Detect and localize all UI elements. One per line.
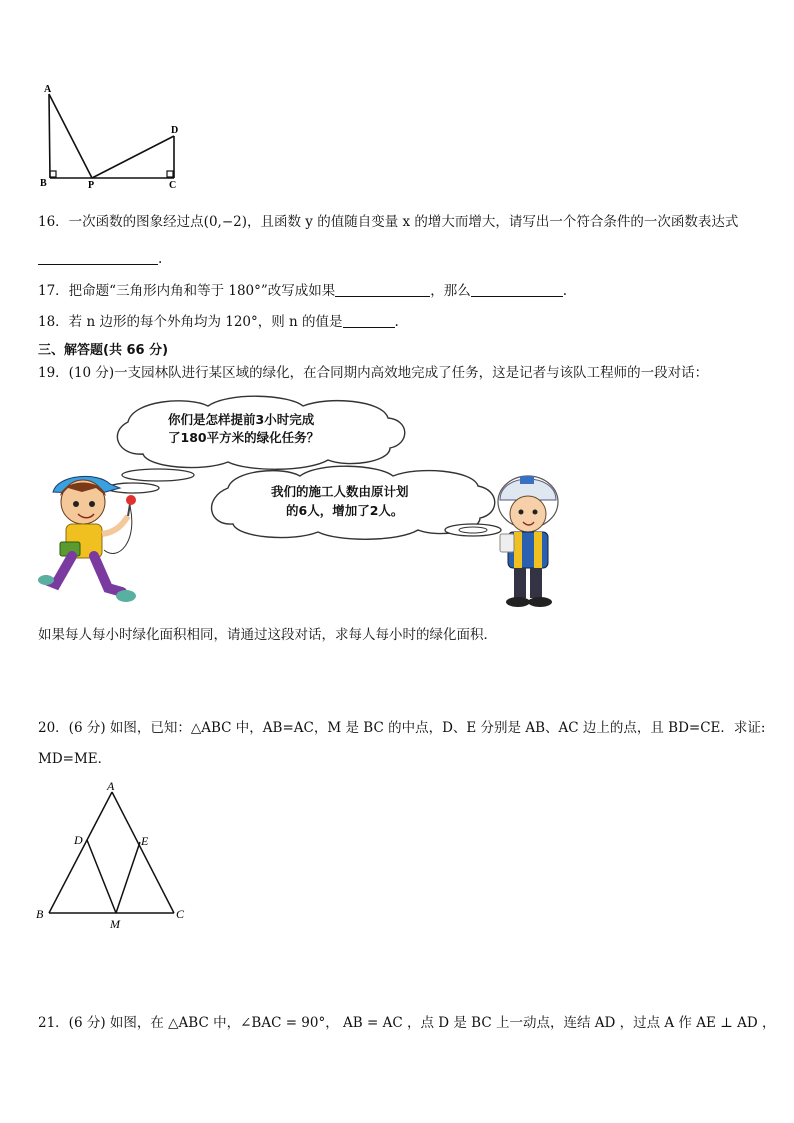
question-16-answer-line xyxy=(38,250,162,268)
question-19 xyxy=(38,364,708,382)
section-title: 三、解答题(共 66 分) xyxy=(38,343,169,358)
figure-triangles-abpcd xyxy=(30,80,200,195)
label-d: D xyxy=(171,125,179,136)
answer-blank-17a[interactable] xyxy=(335,282,430,297)
question-20-line1 xyxy=(38,719,765,737)
question-19-prompt xyxy=(38,626,497,644)
question-18-part2: . xyxy=(394,314,399,330)
bubble2-line2: 的6人，增加了2人。 xyxy=(286,503,404,518)
bubble2-line1: 我们的施工人数由原计划 xyxy=(271,484,409,499)
engineer-illustration xyxy=(498,476,558,607)
question-17-part3: . xyxy=(562,283,568,299)
label-e: E xyxy=(141,834,149,848)
segment-ab xyxy=(49,94,50,178)
answer-blank-17b[interactable] xyxy=(471,282,563,297)
answer-blank-16[interactable] xyxy=(38,250,158,265)
label-a: A xyxy=(44,84,52,95)
question-17-part1: 17．把命题“三角形内角和等于 180°”改写成如果 xyxy=(38,283,336,299)
label-b: B xyxy=(36,907,44,921)
question-19-prompt-text: 如果每人每小时绿化面积相同，请通过这段对话，求每人每小时的绿化面积． xyxy=(38,627,497,643)
label-d: D xyxy=(74,833,83,847)
question-18 xyxy=(38,313,399,331)
label-a: A xyxy=(107,779,115,793)
question-17-part2: ，那么 xyxy=(430,283,471,299)
label-b: B xyxy=(40,178,47,189)
question-21-text: 21．(6 分) 如图，在 △ABC 中，∠BAC = 90°， AB = AC ，点 D 是 BC 上一动点，连结 AD ，过点 A 作 AE ⊥ AD ， xyxy=(38,1015,776,1031)
segment-pd xyxy=(92,136,174,178)
question-20-text-2: MD=ME． xyxy=(38,751,112,767)
question-19-text: 19．(10 分)一支园林队进行某区域的绿化，在合同期内高效地完成了任务，这是记者与该队工程师的一段对话： xyxy=(38,365,709,381)
side-ac xyxy=(112,792,174,913)
question-20-line2 xyxy=(38,750,111,768)
segment-em xyxy=(116,842,140,913)
reporter-boy-illustration xyxy=(38,476,136,602)
bubble1-line2: 了180平方米的绿化任务？ xyxy=(168,430,320,445)
question-21 xyxy=(38,1014,775,1032)
answer-blank-18[interactable] xyxy=(343,313,395,328)
label-m: M xyxy=(110,917,120,931)
label-c: C xyxy=(169,180,177,191)
question-18-part1: 18．若 n 边形的每个外角均为 120°，则 n 的值是 xyxy=(38,314,343,330)
label-c: C xyxy=(176,907,185,921)
bubble1-line1: 你们是怎样提前3小时完成 xyxy=(168,412,315,427)
figure-triangle-abc xyxy=(30,776,200,936)
side-ab xyxy=(49,792,112,913)
question-16 xyxy=(38,213,738,231)
question-16-text: 16．一次函数的图象经过点(0,−2)，且函数 y 的值随自变量 x 的增大而增大，请写出一个符合条件的一次函数表达式 xyxy=(38,214,739,230)
question-16-tail: . xyxy=(158,251,163,267)
question-20-text: 20．(6 分) 如图，已知：△ABC 中，AB=AC，M 是 BC 的中点，D、E 分别是 AB、AC 边上的点，且 BD=CE．求证: xyxy=(38,720,766,736)
right-angle-mark-c xyxy=(167,171,173,177)
segment-ap xyxy=(49,94,92,178)
segment-dm xyxy=(87,840,116,913)
question-17 xyxy=(38,282,567,300)
dialogue-illustration xyxy=(38,392,578,614)
label-p: P xyxy=(88,180,95,191)
speech-bubble-engineer xyxy=(212,466,501,539)
right-angle-mark-b xyxy=(50,171,56,177)
